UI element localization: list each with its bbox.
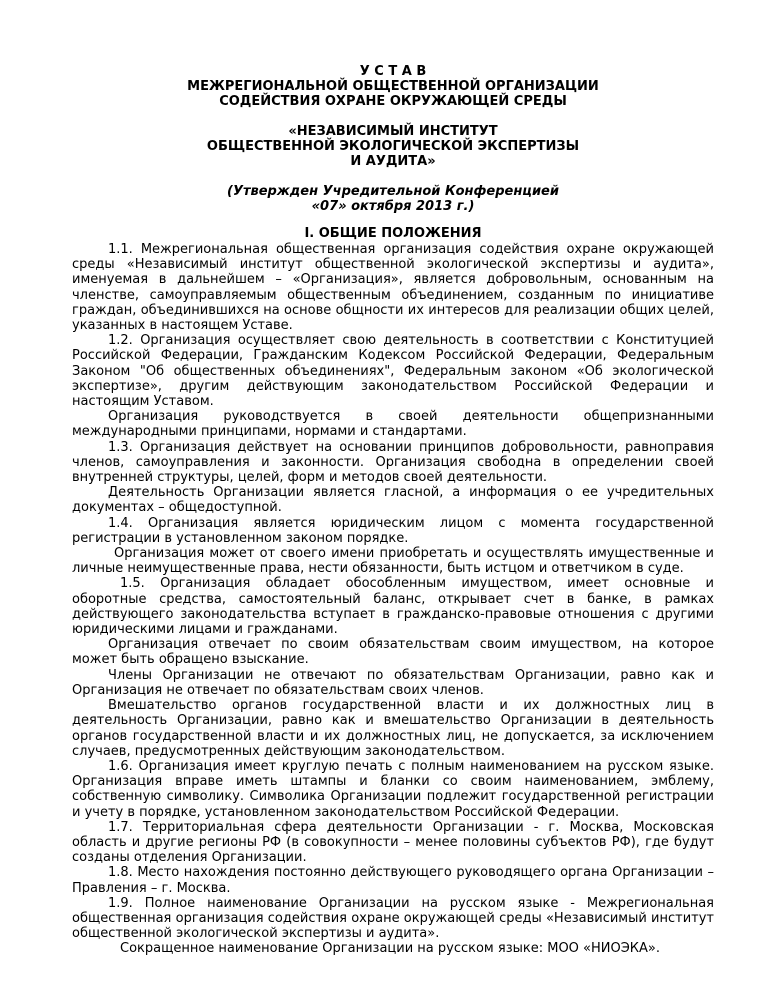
paragraph-short-name: Сокращенное наименование Организации на русском языке: МОО «НИОЭКА». <box>120 941 661 957</box>
doc-title: У С Т А В <box>359 64 427 79</box>
paragraph-1-7: 1.7. Территориальная сфера деятельности Организации - г. Москва, Московская область и другие регионы РФ (в совокупности – менее половины субъектов РФ), где будут созданы отделения Организации. <box>72 819 714 866</box>
paragraph-1-4: 1.4. Организация является юридическим лицом с момента государственной регистрации в установленном законом порядке. <box>72 515 714 546</box>
paragraph-guidance: Организация руководствуется в своей деятельности общепризнанными международными принципами, нормами и стандартами. <box>72 409 714 440</box>
org-type-line-1: МЕЖРЕГИОНАЛЬНОЙ ОБЩЕСТВЕННОЙ ОРГАНИЗАЦИИ <box>187 79 599 94</box>
paragraph-1-1: 1.1. Межрегиональная общественная организация содействия охране окружающей среды «Независимый институт общественной экологической экспертизы и аудита», именуемая в дальнейшем – «Организация», является добровольным, основанным на членстве, самоуправляемым общественным объединением, созданным по инициативе граждан, объединившихся на основе общности их интересов для реализации общих целей, указанных в настоящем Уставе. <box>72 242 714 334</box>
paragraph-members-liability: Члены Организации не отвечают по обязательствам Организации, равно как и Организация не отвечает по обязательствам своих членов. <box>72 667 714 698</box>
paragraph-rights: Организация может от своего имени приобретать и осуществлять имущественные и личные неимущественные права, нести обязанности, быть истцом и ответчиком в суде. <box>72 546 714 577</box>
approval-note-line-1: (Утвержден Учредительной Конференцией <box>227 184 559 199</box>
paragraph-1-3: 1.3. Организация действует на основании принципов добровольности, равноправия членов, самоуправления и законности. Организация свободна в определении своей внутренней структуры, целей, форм и методов своей деятельности. <box>72 439 714 486</box>
org-type-line-2: СОДЕЙСТВИЯ ОХРАНЕ ОКРУЖАЮЩЕЙ СРЕДЫ <box>219 94 567 109</box>
paragraph-1-5: 1.5. Организация обладает обособленным имуществом, имеет основные и оборотные средства, самостоятельный баланс, открывает счет в банке, в рамках действующего законодательства вступает в гражданско-правовые отношения с другими юридическими лицами и гражданами. <box>72 576 714 638</box>
paragraph-liability: Организация отвечает по своим обязательствам своим имуществом, на которое может быть обращено взыскание. <box>72 637 714 668</box>
paragraph-publicity: Деятельность Организации является гласной, а информация о ее учредительных документах – общедоступной. <box>72 485 714 516</box>
paragraph-interference: Вмешательство органов государственной власти и их должностных лиц в деятельность Организации, равно как и вмешательство Организации в деятельность органов государственной власти и их должностных лиц, не допускается, за исключением случаев, предусмотренных действующим законодательством. <box>72 698 714 759</box>
org-name-line-3: И АУДИТА» <box>350 154 436 169</box>
paragraph-1-6: 1.6. Организация имеет круглую печать с полным наименованием на русском языке. Организация вправе иметь штампы и бланки со своим наименованием, эмблему, собственную символику. Символика Организации подлежит государственной регистрации и учету в порядке, установленном законодательством Российской Федерации. <box>72 758 714 820</box>
document-page <box>72 64 714 957</box>
approval-note-line-2: «07» октября 2013 г.) <box>311 199 475 214</box>
paragraph-1-8: 1.8. Место нахождения постоянно действующего руководящего органа Организации – Правления – г. Москва. <box>72 865 714 896</box>
paragraph-1-9: 1.9. Полное наименование Организации на русском языке - Межрегиональная общественная организация содействия охране окружающей среды «Независимый институт общественной экологической экспертизы и аудита». <box>72 895 714 942</box>
org-name-line-2: ОБЩЕСТВЕННОЙ ЭКОЛОГИЧЕСКОЙ ЭКСПЕРТИЗЫ <box>206 139 580 154</box>
paragraph-1-2: 1.2. Организация осуществляет свою деятельность в соответствии с Конституцией Российской Федерации, Гражданским Кодексом Российской Федерации, Федеральным Законом "Об общественных объединениях", Федеральным законом «Об экологической экспертизе», другим действующим законодательством Российской Федерации и настоящим Уставом. <box>72 333 714 410</box>
org-name-line-1: «НЕЗАВИСИМЫЙ ИНСТИТУТ <box>288 124 498 139</box>
section-title: I. ОБЩИЕ ПОЛОЖЕНИЯ <box>304 226 482 241</box>
